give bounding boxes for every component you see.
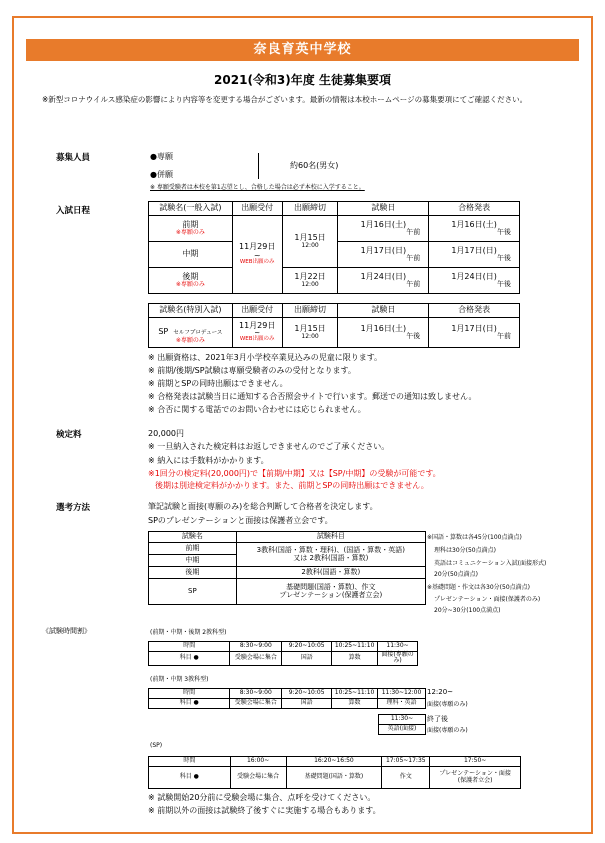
general-deadline-a-cell [282, 216, 338, 268]
fee-note-2: ※ 納入には手数料がかかります。 [148, 456, 269, 465]
special-deadline-cell [282, 318, 338, 348]
fee-red-note-2: 後期は別途検定料がかかります。また、前期とSPの同時出願はできません。 [155, 481, 429, 490]
ta-subj-1: 受験会場に集合 [230, 652, 282, 666]
tb-time-2: 9:20~10:05 [282, 689, 332, 699]
selection-zenki-chuki-subjects [236, 543, 425, 567]
general-uketsuke-cell [232, 216, 282, 294]
special-exam-cell [338, 318, 429, 348]
general-exam-koki-cell [338, 268, 429, 294]
special-name: SP [158, 326, 169, 336]
selection-head-name: 試験名 [149, 532, 237, 543]
general-exam-zenki-cell [338, 216, 429, 242]
general-exam-zenki-time: 午前 [406, 228, 421, 237]
general-header-uketsuke: 出願受付 [232, 202, 282, 216]
general-uketsuke-wave: ~ [253, 250, 261, 260]
selection-side-note-2: 理科は30分(50点満点) [434, 547, 496, 554]
selection-side-note-5: ※基礎問題・作文は各30分(50点満点) [427, 584, 530, 591]
tb-time-1: 8:30~9:00 [230, 689, 282, 699]
general-deadline-a: 1月15日 [294, 233, 326, 243]
school-name-banner: 奈良育英中学校 [26, 39, 579, 61]
tb-after-time: 12:20~ [427, 688, 454, 696]
tc-subj-1: 受験会場に集合 [230, 767, 286, 789]
selection-side-note-1: ※国語・算数は各45分(100点満点) [427, 534, 522, 541]
general-zenki-name: 前期 [182, 220, 199, 230]
tc-subj-4-cell [430, 767, 521, 789]
general-exam-chuki-time: 午前 [406, 254, 421, 263]
selection-zenki: 前期 [149, 543, 237, 555]
tc-time-0: 時間 [149, 757, 231, 767]
tc-subj-0: 科目 ● [149, 767, 231, 789]
timetable-a-caption: (前期・中期・後期 2教科型) [150, 629, 227, 636]
tb-subj-4: 理科・英語 [378, 699, 426, 709]
covid-notice: ※新型コロナウイルス感染症の影響により内容等を変更する場合がございます。最新の情報は本校ホームページの募集要項にてご確認ください。 [42, 95, 528, 104]
ta-time-3: 10:25~11:10 [332, 642, 378, 652]
tc-time-3: 17:05~17:35 [382, 757, 430, 767]
special-exam-time: 午後 [406, 332, 421, 341]
tb-subj-0: 科目 ● [149, 699, 230, 709]
tc-time-2: 16:20~16:50 [286, 757, 382, 767]
schedule-note-5: ※ 合否に関する電話でのお問い合わせには応じられません。 [148, 405, 366, 414]
special-result-cell [429, 318, 520, 348]
general-exam-chuki: 1月17日(日) [360, 245, 407, 255]
special-name-note: ※専願のみ [175, 336, 205, 344]
selection-sp-subjects [236, 579, 425, 605]
ta-time-2: 9:20~10:05 [282, 642, 332, 652]
special-uketsuke-wave: ~ [254, 329, 261, 338]
general-header-result: 合格発表 [429, 202, 520, 216]
general-header-deadline: 出願締切 [282, 202, 338, 216]
general-koki-name: 後期 [182, 272, 199, 282]
general-header-row [149, 202, 520, 216]
special-exam-table [148, 303, 520, 348]
special-header-result: 合格発表 [429, 304, 520, 318]
ta-time-4: 11:30~ [378, 642, 418, 652]
recruit-heigan: ●併願 [150, 170, 173, 179]
special-header-deadline: 出願締切 [282, 304, 338, 318]
timetable-c-caption: (SP) [150, 742, 163, 749]
schedule-label: 入試日程 [56, 206, 91, 216]
general-result-chuki-cell [429, 242, 520, 268]
general-result-zenki: 1月16日(土) [451, 219, 497, 229]
general-result-koki: 1月24日(日) [451, 271, 497, 281]
general-zenki-cell [149, 216, 233, 242]
ta-time-0: 時間 [149, 642, 230, 652]
general-koki-note: ※専願のみ [175, 280, 205, 288]
general-zenki-note: ※専願のみ [175, 228, 205, 236]
selection-subj-zenki: 3教科(国語・算数・理科)、(国語・算数・英語) [256, 546, 406, 555]
selection-head-subject: 試験科目 [236, 532, 425, 543]
schedule-note-4: ※ 合格発表は試験当日に通知する合否照会サイトで行います。郵送での通知は致しません。 [148, 392, 477, 401]
tb-alt-after-subj: 面接(専願のみ) [427, 727, 468, 734]
general-result-zenki-time: 午後 [497, 228, 511, 237]
tc-subj-2: 基礎問題(国語・算数) [286, 767, 382, 789]
timetable-label: 《試験時間割》 [42, 627, 91, 635]
tc-subj-note: (保護者立会) [457, 776, 493, 784]
general-deadline-a-time: 12:00 [301, 241, 319, 249]
timetable-b-alt-table [378, 714, 426, 735]
selection-label: 選考方法 [56, 503, 91, 513]
tb-subj-3: 算数 [332, 699, 378, 709]
general-result-zenki-cell [429, 216, 520, 242]
selection-table [148, 531, 426, 605]
page-frame [12, 16, 593, 834]
special-exam: 1月16日(土) [360, 323, 407, 333]
tb-time-3: 10:25~11:10 [332, 689, 378, 699]
selection-chuki: 中期 [149, 555, 237, 567]
special-header-row [149, 304, 520, 318]
recruit-label: 募集人員 [56, 153, 91, 163]
timetable-a-table [148, 641, 418, 666]
general-exam-koki-time: 午前 [406, 280, 421, 289]
general-exam-chuki-cell [338, 242, 429, 268]
tb-time-0: 時間 [149, 689, 230, 699]
selection-subj-sp-2: プレゼンテーション(保護者立会) [279, 590, 383, 599]
selection-subj-sp-1: 基礎問題(国語・算数)、作文 [286, 583, 376, 592]
special-deadline-time: 12:00 [301, 332, 319, 340]
general-uketsuke: 11月29日 [239, 242, 276, 252]
tb-alt-time: 11:30~ [379, 715, 426, 725]
fee-red-note-1: ※1回分の検定料(20,000円)で【前期/中期】又は【SP/中期】の受験が可能です。 [148, 469, 441, 478]
special-uketsuke: 11月29日 [239, 320, 276, 330]
general-header-name: 試験名(一般入試) [149, 202, 233, 216]
general-deadline-b-cell [282, 268, 338, 294]
selection-side-note-7: 20分~30分(100点満点) [434, 607, 501, 614]
general-koki-cell [149, 268, 233, 294]
special-name-sub: セルフプロデュース [173, 329, 223, 336]
fee-amount: 20,000円 [148, 429, 184, 438]
tb-alt-subj: 英語(面接) [379, 725, 426, 735]
schedule-note-3: ※ 前期とSPの同時出願はできません。 [148, 379, 288, 388]
general-exam-koki: 1月24日(日) [360, 271, 407, 281]
selection-side-note-3: 英語はコミュニケーション入試(面接形式) [434, 560, 547, 567]
tb-subj-2: 国語 [282, 699, 332, 709]
special-header-exam-date: 試験日 [338, 304, 429, 318]
special-result-time: 午前 [497, 332, 511, 341]
fee-note-1: ※ 一旦納入された検定料はお返しできませんのでご了承ください。 [148, 442, 390, 451]
general-exam-table [148, 201, 520, 294]
timetable-note-1: ※ 試験開始20分前に受験会場に集合、点呼を受けてください。 [148, 793, 376, 802]
ta-subj-2: 国語 [282, 652, 332, 666]
general-result-chuki: 1月17日(日) [451, 245, 497, 255]
ta-subj-3: 算数 [332, 652, 378, 666]
tb-time-4: 11:30~12:00 [378, 689, 426, 699]
selection-subj-chuki: 又は 2教科(国語・算数) [293, 553, 369, 562]
ta-subj-4: 面接(専願のみ) [378, 652, 418, 666]
general-deadline-b: 1月22日 [294, 272, 326, 282]
general-result-koki-cell [429, 268, 520, 294]
selection-koki: 後期 [149, 567, 237, 579]
tb-after-subj: 面接(専願のみ) [427, 701, 468, 708]
timetable-b-table [148, 688, 426, 709]
tc-time-1: 16:00~ [230, 757, 286, 767]
general-header-exam-date: 試験日 [338, 202, 429, 216]
document-title: 2021(令和3)年度 生徒募集要項 [214, 73, 391, 87]
recruit-count: 約60名(男女) [290, 161, 339, 170]
selection-side-note-6: プレゼンテーション・面接(保護者のみ) [434, 596, 541, 603]
special-deadline: 1月15日 [294, 324, 326, 334]
tc-time-4: 17:50~ [430, 757, 521, 767]
selection-line-2: SPのプレゼンテーションと面接は保護者立会です。 [148, 516, 333, 525]
special-name-cell [149, 318, 233, 348]
special-header-name: 試験名(特別入試) [149, 304, 233, 318]
general-web-note: WEB出願のみ [239, 259, 275, 265]
general-exam-zenki: 1月16日(土) [360, 219, 407, 229]
general-result-koki-time: 午後 [497, 280, 511, 289]
general-deadline-b-time: 12:00 [301, 280, 319, 288]
recruit-note: ※ 専願受験者は本校を第1志望とし、合格した場合は必ず本校に入学すること。 [150, 184, 365, 191]
selection-sp: SP [149, 579, 237, 605]
recruit-bracket [258, 153, 259, 179]
timetable-c-table [148, 756, 521, 789]
special-uketsuke-cell [232, 318, 282, 348]
recruit-senkan: ●専願 [150, 152, 173, 161]
tc-subj-3: 作文 [382, 767, 430, 789]
special-web-note: WEB出願のみ [239, 336, 275, 343]
timetable-b-caption: (前期・中期 3教科型) [150, 676, 209, 683]
tb-alt-after-time: 終了後 [427, 715, 448, 723]
special-result: 1月17日(日) [451, 323, 497, 333]
general-result-chuki-time: 午後 [497, 254, 511, 263]
ta-time-1: 8:30~9:00 [230, 642, 282, 652]
selection-subj-koki: 2教科(国語・算数) [236, 567, 425, 579]
selection-side-note-4: 20分(50点満点) [434, 571, 478, 578]
special-header-uketsuke: 出願受付 [232, 304, 282, 318]
tb-subj-1: 受験会場に集合 [230, 699, 282, 709]
general-chuki-name: 中期 [149, 242, 233, 268]
schedule-note-1: ※ 出願資格は、2021年3月小学校卒業見込みの児童に限ります。 [148, 353, 383, 362]
tc-subj-4: プレゼンテーション・面接 [439, 770, 511, 778]
ta-subj-0: 科目 ● [149, 652, 230, 666]
schedule-note-2: ※ 前期/後期/SP試験は専願受験者のみの受付となります。 [148, 366, 356, 375]
selection-line-1: 筆記試験と面接(専願のみ)を総合判断して合格者を決定します。 [148, 502, 378, 511]
timetable-note-2: ※ 前期以外の面接は試験終了後すぐに実施する場合もあります。 [148, 806, 381, 815]
fee-label: 検定料 [56, 430, 82, 440]
